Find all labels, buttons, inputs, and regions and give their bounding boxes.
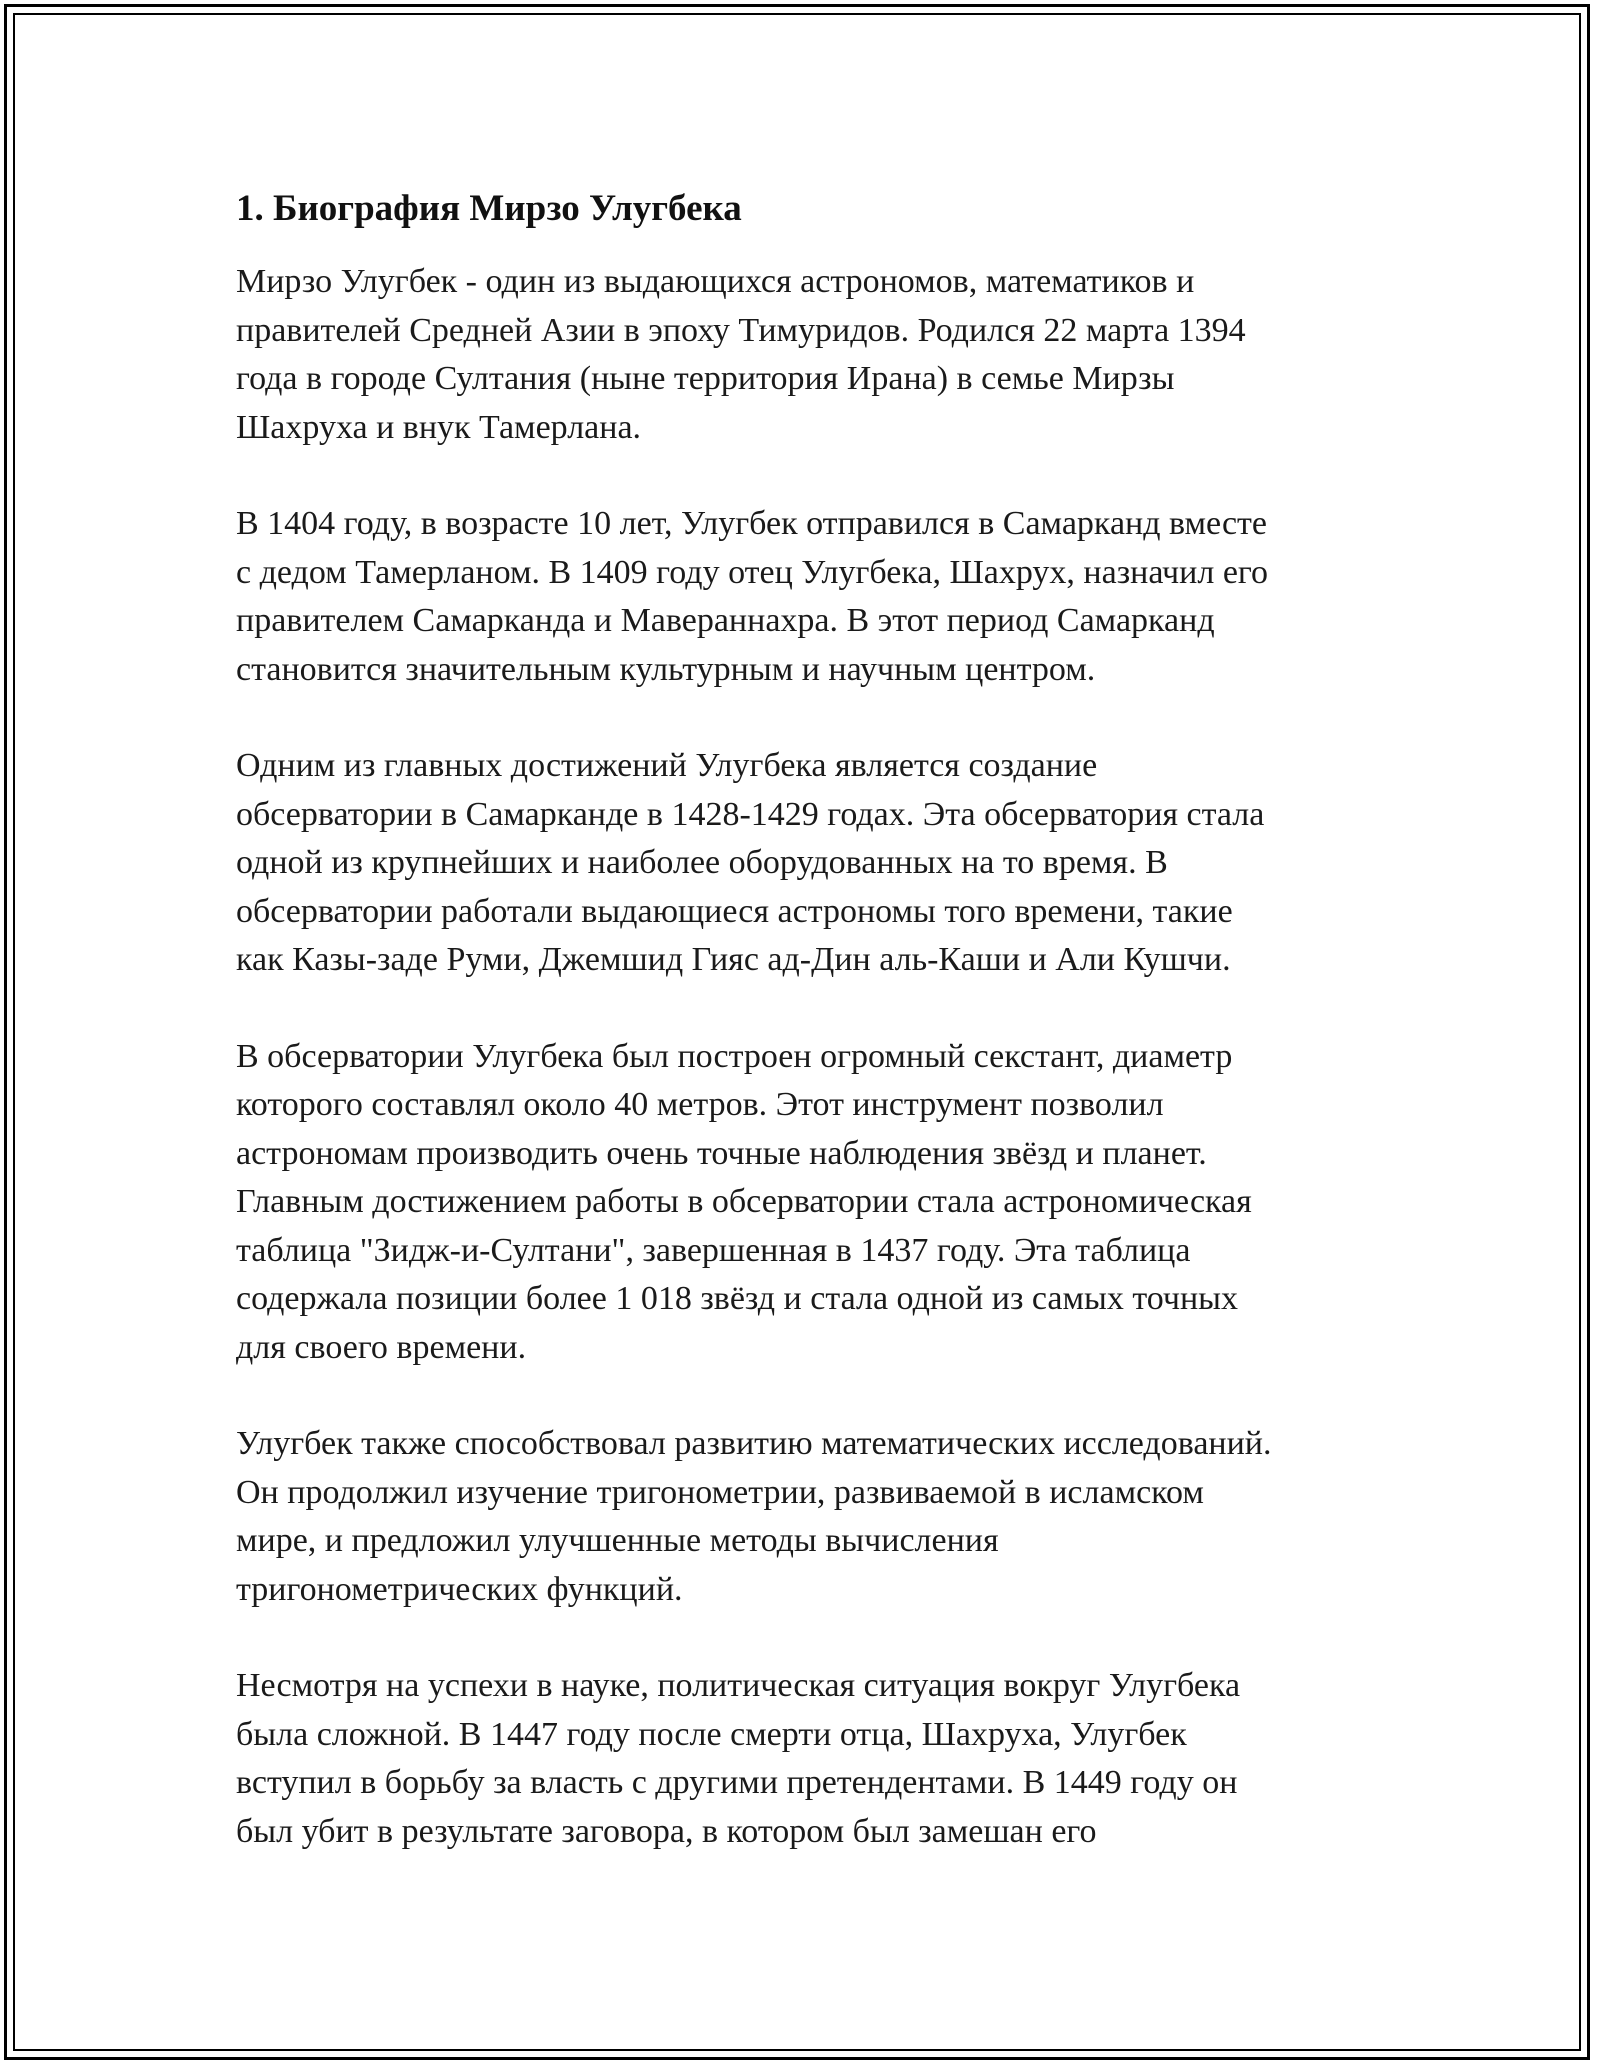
text-line: В обсерватории Улугбека был построен огромный секстант, диаметр [236,1037,1233,1075]
text-line: становится значительным культурным и научным центром. [236,650,1096,688]
text-line: В 1404 году, в возрасте 10 лет, Улугбек отправился в Самарканд вместе [236,505,1267,542]
text-line: была сложной. В 1447 году после смерти отца, Шахруха, Улугбек [236,1715,1187,1753]
text-line: Улугбек также способствовал развитию математических исследований. [236,1425,1272,1462]
paragraph-2 [236,500,1396,694]
paragraph-1 [236,258,1396,452]
text-line: Одним из главных достижений Улугбека является создание [236,747,1098,784]
text-line: для своего времени. [236,1328,527,1366]
paragraph-5 [236,1420,1396,1614]
paragraph-3 [236,742,1396,985]
text-line: Шахруха и внук Тамерлана. [236,408,642,446]
text-line: с дедом Тамерланом. В 1409 году отец Улугбека, Шахрух, назначил его [236,553,1269,591]
text-line: Несмотря на успехи в науке, политическая ситуация вокруг Улугбека [236,1667,1241,1704]
paragraph-6 [236,1662,1396,1856]
text-line: как Казы-заде Руми, Джемшид Гияс ад-Дин аль-Каши и Али Кушчи. [236,941,1231,978]
text-line: содержала позиции более 1 018 звёзд и стала одной из самых точных [236,1280,1239,1317]
text-line: мире, и предложил улучшенные методы вычисления [236,1522,999,1559]
text-line: которого составлял около 40 метров. Этот инструмент позволил [236,1086,1164,1123]
text-line: правителей Средней Азии в эпоху Тимуридов. Родился 22 марта 1394 [236,311,1246,349]
text-line: Главным достижением работы в обсерватории стала астрономическая [236,1183,1252,1220]
text-line: обсерватории работали выдающиеся астрономы того времени, такие [236,892,1233,930]
text-line: Он продолжил изучение тригонометрии, развиваемой в исламском [236,1473,1204,1511]
text-line: года в городе Султания (ныне территория Ирана) в семье Мирзы [236,360,1175,397]
text-line: Мирзо Улугбек - один из выдающихся астрономов, математиков и [236,263,1195,300]
text-line: правителем Самарканда и Мавераннахра. В этот период Самарканд [236,602,1215,639]
text-line: обсерватории в Самарканде в 1428-1429 годах. Эта обсерватория стала [236,795,1265,833]
text-line: астрономам производить очень точные наблюдения звёзд и планет. [236,1134,1207,1172]
text-line: одной из крупнейших и наиболее оборудованных на то время. В [236,844,1168,881]
document-page [236,186,1396,1904]
text-line: вступил в борьбу за власть с другими претендентами. В 1449 году он [236,1764,1238,1801]
text-line: был убит в результате заговора, в котором был замешан его [236,1812,1097,1850]
text-line: таблица "Зидж-и-Султани", завершенная в 1437 году. Эта таблица [236,1231,1191,1269]
section-heading: 1. Биография Мирзо Улугбека [236,188,742,229]
paragraph-4 [236,1033,1396,1373]
text-line: тригонометрических функций. [236,1570,683,1608]
